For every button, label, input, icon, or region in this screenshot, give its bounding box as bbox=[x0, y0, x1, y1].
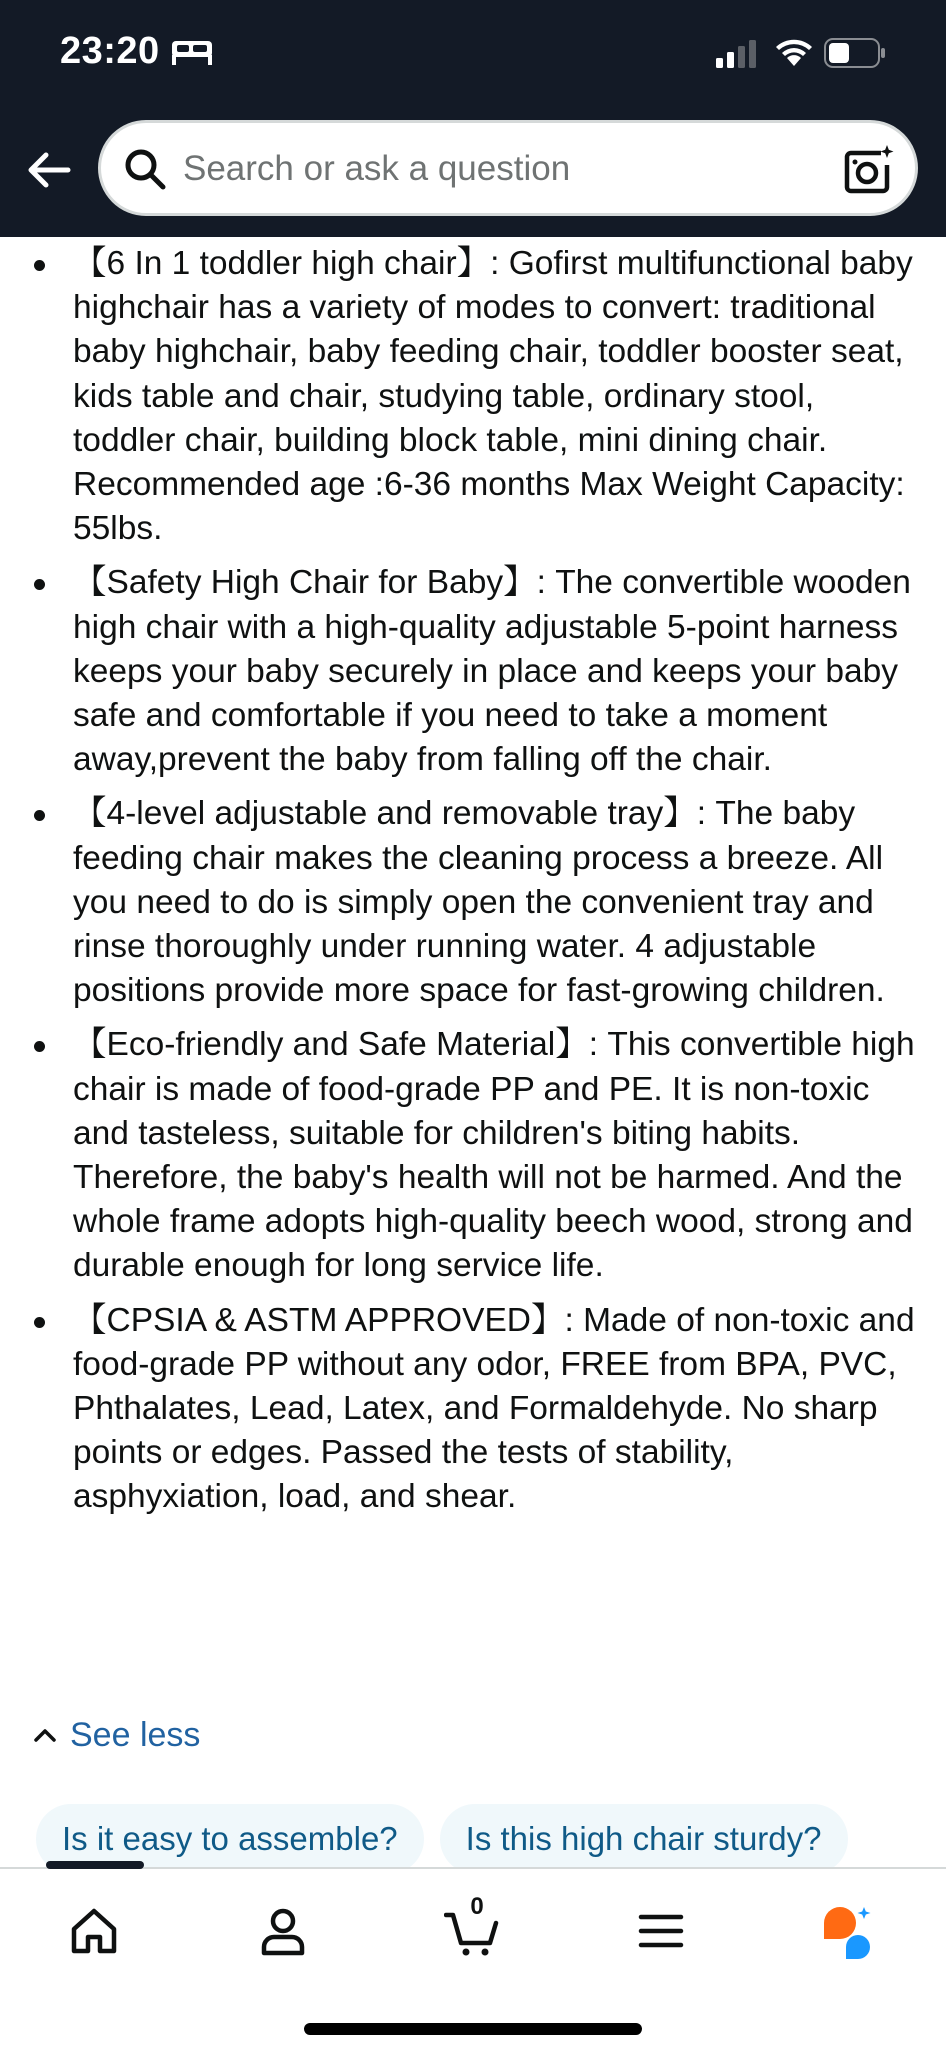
see-less-label: See less bbox=[70, 1715, 201, 1754]
menu-icon bbox=[633, 1903, 689, 1959]
home-icon bbox=[66, 1903, 122, 1959]
bullet-dot bbox=[34, 1041, 45, 1052]
header bbox=[0, 0, 946, 237]
feature-bullet-text: 【CPSIA & ASTM APPROVED】: Made of non-toxic and food-grade PP without any odor, FREE from BPA, PVC, Phthalates, Lead, Latex, and Formaldehyde. No sharp points or edges. Passed the tests of stability, asphyxiation, load, and shear. bbox=[73, 1301, 915, 1516]
question-chip-assemble[interactable]: Is it easy to assemble? bbox=[36, 1804, 424, 1867]
suggested-questions bbox=[36, 1804, 848, 1867]
bullet-dot bbox=[34, 1317, 45, 1328]
sleep-focus-icon bbox=[170, 37, 214, 67]
feature-bullets bbox=[0, 237, 946, 1530]
nav-account[interactable] bbox=[243, 1891, 323, 1971]
bullet-dot bbox=[34, 260, 45, 271]
search-input[interactable] bbox=[183, 139, 803, 199]
feature-bullet bbox=[0, 561, 946, 782]
feature-bullet bbox=[0, 1299, 946, 1520]
account-icon bbox=[255, 1903, 311, 1959]
status-time: 23:20 bbox=[60, 30, 160, 72]
active-tab-indicator bbox=[46, 1861, 144, 1869]
cellular-signal-icon bbox=[716, 40, 758, 68]
status-bar bbox=[0, 0, 946, 110]
search-bar[interactable] bbox=[98, 120, 918, 216]
nav-home[interactable] bbox=[54, 1891, 134, 1971]
feature-bullet-text: 【Eco-friendly and Safe Material】: This convertible high chair is made of food-grade PP and PE. It is non-toxic and tasteless, suitable for children's biting habits. Therefore, the baby's health will not be harmed. And the whole frame adopts high-quality beech wood, strong and durable enough for long service life. bbox=[73, 1026, 915, 1285]
product-description bbox=[0, 237, 946, 1867]
feature-bullet-text: 【6 In 1 toddler high chair】: Gofirst multifunctional baby highchair has a variety of modes to convert: traditional baby highchair, baby feeding chair, toddler booster seat, kids table and chair, studying table, ordinary stool, toddler chair, building block table, mini dining chair. Recommended age :6-36 months Max Weight Capacity: 55lbs. bbox=[73, 245, 913, 548]
bullet-dot bbox=[34, 810, 45, 821]
see-less-link[interactable] bbox=[32, 1710, 200, 1760]
nav-rufus-assistant[interactable] bbox=[808, 1891, 888, 1971]
bottom-nav bbox=[0, 1867, 946, 2048]
rufus-icon bbox=[820, 1903, 876, 1959]
search-icon bbox=[123, 147, 167, 191]
feature-bullet bbox=[0, 1023, 946, 1288]
cart-count-badge: 0 bbox=[470, 1893, 484, 1920]
nav-menu[interactable] bbox=[621, 1891, 701, 1971]
question-chip-sturdy[interactable]: Is this high chair sturdy? bbox=[440, 1804, 848, 1867]
battery-icon bbox=[824, 38, 886, 68]
feature-bullet-text: 【Safety High Chair for Baby】: The convertible wooden high chair with a high-quality adjustable 5-point harness keeps your baby securely in place and keeps your baby safe and comfortable if you need to take a moment away,prevent the baby from falling off the chair. bbox=[73, 564, 911, 779]
camera-lens-icon[interactable] bbox=[843, 143, 895, 195]
back-arrow-icon[interactable] bbox=[24, 145, 74, 195]
bullet-dot bbox=[34, 579, 45, 590]
feature-bullet bbox=[0, 792, 946, 1013]
feature-bullet-text: 【4-level adjustable and removable tray】: The baby feeding chair makes the cleaning process a breeze. All you need to do is simply open the convenient tray and rinse thoroughly under running water. 4 adjustable positions provide more space for fast-growing children. bbox=[73, 795, 885, 1010]
home-indicator-bar bbox=[304, 2023, 642, 2035]
feature-bullet bbox=[0, 242, 946, 551]
nav-cart[interactable] bbox=[432, 1891, 512, 1971]
wifi-icon bbox=[774, 36, 814, 68]
chevron-up-icon bbox=[32, 1722, 58, 1748]
